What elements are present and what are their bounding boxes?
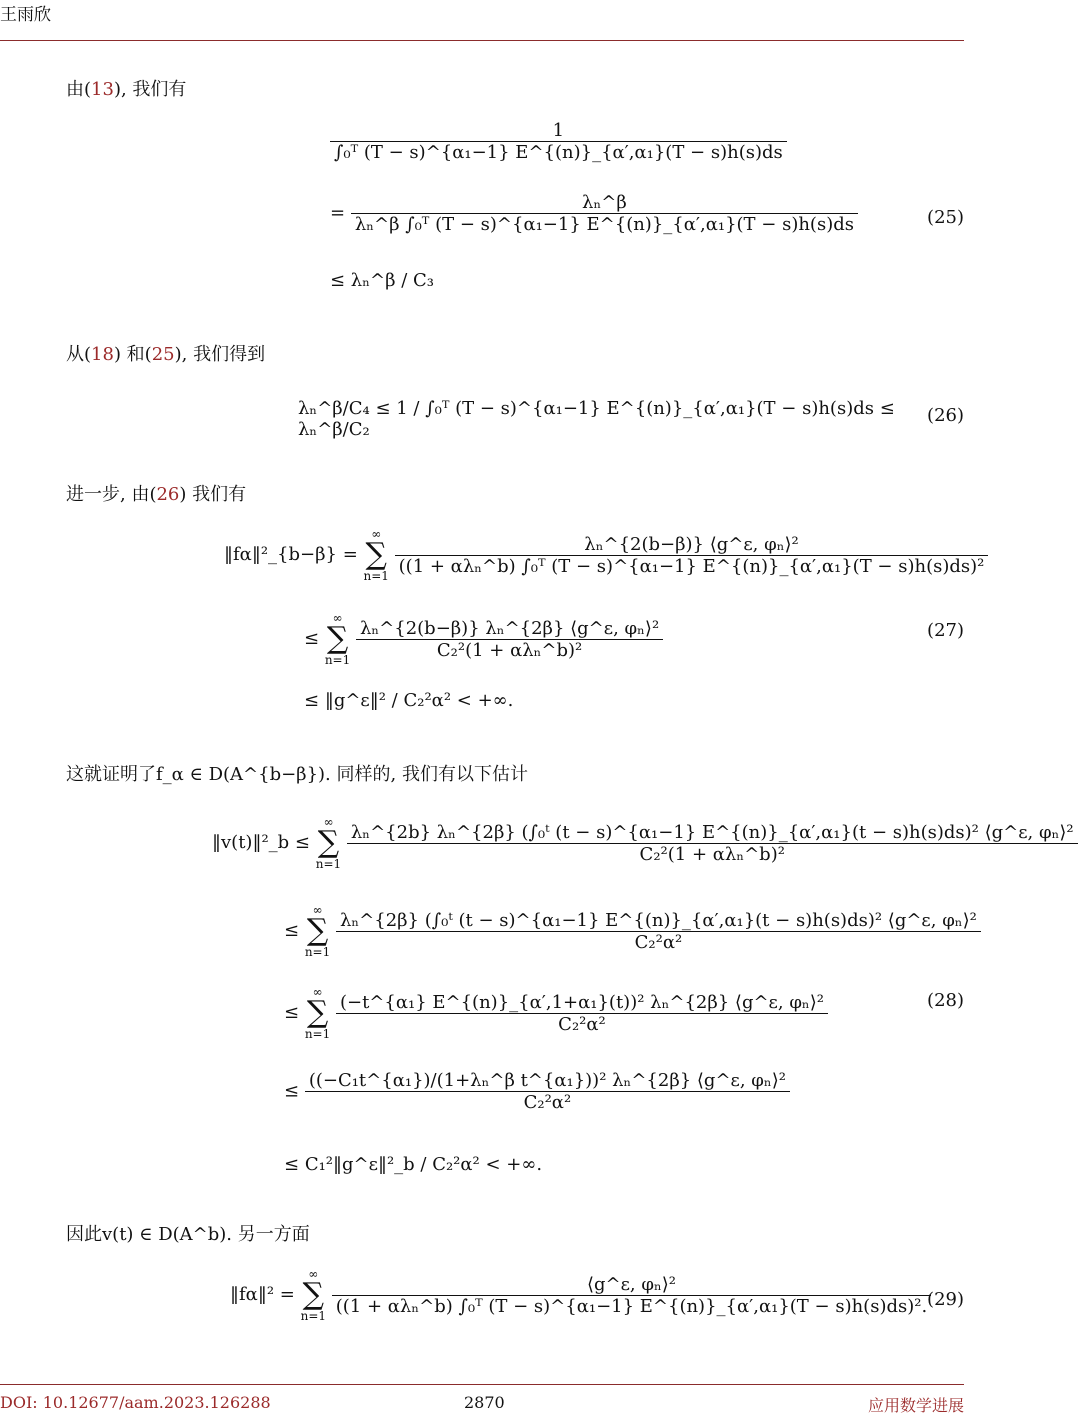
paragraph-intro-27: 进一步, 由(26) 我们有 — [66, 484, 247, 505]
paragraph-intro-28: 这就证明了f_α ∈ D(A^{b−β}). 同样的, 我们有以下估计 — [66, 764, 528, 785]
eq25-line3: ≤ λₙ^β / C₃ — [330, 270, 434, 291]
equation-26: λₙ^β/C₄ ≤ 1 / ∫₀ᵀ (T − s)^{α₁−1} E^{(n)}_{α′,α₁}(T − s)h(s)ds ≤ λₙ^β/C₂ — [298, 398, 895, 440]
eq28-line2-fraction: λₙ^{2β} (∫₀ᵗ (t − s)^{α₁−1} E^{(n)}_{α′,α₁}(t − s)h(s)ds)² ⟨g^ε, φₙ⟩² C₂²α² — [336, 910, 981, 953]
footer-journal-link[interactable]: 应用数学进展 — [867, 1396, 964, 1415]
eq27-line1-fraction: λₙ^{2(b−β)} ⟨g^ε, φₙ⟩² ((1 + αλₙ^b) ∫₀ᵀ (T − s)^{α₁−1} E^{(n)}_{α′,α₁}(T − s)h(s)ds)² — [395, 534, 989, 577]
summation-symbol: ∞ ∑ n=1 — [315, 815, 342, 871]
eq25-line2-fraction: $\frac{\text{λₙ\textasciicircum{}β}}{\text{λₙ\textasciicircum{}β ∫₀ᵀ (T − s)\textasciicircum{}\{α₁−1\} E\textasciicircum{}\{(n)\}\_\{α′,α₁\}(T − s)h(s)ds}}$ — [351, 192, 858, 235]
footer-page-number: 2870 — [464, 1393, 505, 1412]
summation-symbol: ∞ ∑ n=1 — [324, 611, 351, 667]
footer-doi-link[interactable]: DOI: 10.12677/aam.2023.126288 — [0, 1393, 271, 1412]
eq28-line3-fraction: $\frac{\text{(−t\textasciicircum{}\{α₁\} E\textasciicircum{}\{(n)\}\_\{α′,1+α₁\}(t))² λₙ\textasciicircum{}\{2β\} ⟨g\textasciicircum{}ε, φₙ⟩²}}{\text{C₂²α²}}$ — [336, 992, 828, 1035]
summation-symbol: ∞ ∑ n=1 — [304, 903, 331, 959]
paragraph-intro-25 — [66, 75, 186, 101]
summation-symbol: ∞ ∑ n=1 — [304, 985, 331, 1041]
eq28-line5: C₁²‖g^ε‖²_b / C₂²α² < +∞. — [304, 1154, 543, 1175]
eq27-line3: ‖g^ε‖² / C₂²α² < +∞. — [324, 690, 514, 711]
eq27-lhs: ‖fα‖²_{b−β} — [224, 544, 337, 565]
eq28-lhs: ‖v(t)‖²_b — [212, 832, 290, 853]
equation-number-27: (27) — [927, 620, 964, 641]
summation-symbol: ∞ ∑ n=1 — [363, 527, 389, 583]
equation-number-28: (28) — [927, 990, 964, 1011]
text: 由( — [66, 79, 92, 100]
citation-link-13[interactable]: 13 — [91, 79, 114, 100]
eq27-line2-fraction: $\frac{\text{λₙ\textasciicircum{}\{2(b−β)\} λₙ\textasciicircum{}\{2β\} ⟨g\textasciicircum{}ε, φₙ⟩²}}{\text{C₂²(1 + αλₙ\textasciicircum{}b)²}}$ — [356, 618, 663, 661]
summation-symbol: ∞ ∑ n=1 — [300, 1267, 327, 1323]
paragraph-intro-26: 从(18) 和(25), 我们得到 — [66, 344, 266, 365]
paragraph-intro-29: 因此v(t) ∈ D(A^b). 另一方面 — [66, 1224, 310, 1245]
eq29-fraction: ⟨g^ε, φₙ⟩² ((1 + αλₙ^b) ∫₀ᵀ (T − s)^{α₁−1} E^{(n)}_{α′,α₁}(T − s)h(s)ds)². — [332, 1274, 931, 1317]
text: ), 我们有 — [113, 79, 187, 100]
header-divider — [0, 40, 964, 41]
eq29-lhs: ‖fα‖² — [230, 1284, 275, 1305]
equation-number-25: (25) — [927, 207, 964, 228]
eq25-line1-fraction: $\frac{1}{\text{∫₀ᵀ (T − s)\textasciicircum{}\{α₁−1\} E\textasciicircum{}\{(n)\}\_\{α′,α₁\}(T − s)h(s)ds}}$ — [330, 120, 787, 163]
running-header-author: 王雨欣 — [0, 5, 51, 25]
footer-divider — [0, 1384, 964, 1385]
equation-number-29: (29) — [927, 1289, 964, 1310]
eq28-line1-fraction: λₙ^{2b} λₙ^{2β} (∫₀ᵗ (t − s)^{α₁−1} E^{(n)}_{α′,α₁}(t − s)h(s)ds)² ⟨g^ε, φₙ⟩² C₂²(1 + αλₙ^b)² — [347, 822, 1078, 865]
citation-link-18[interactable]: 18 — [91, 344, 114, 365]
equation-number-26: (26) — [927, 405, 964, 426]
eq28-line4-fraction: $\frac{\text{((−C₁t\textasciicircum{}\{α₁\})/(1+λₙ\textasciicircum{}β t\textasciicircum{}\{α₁\}))² λₙ\textasciicircum{}\{2β\} ⟨g\textasciicircum{}ε, φₙ⟩²}}{\text{C₂²α²}}$ — [305, 1070, 790, 1113]
citation-link-25[interactable]: 25 — [151, 344, 175, 365]
citation-link-26[interactable]: 26 — [156, 484, 180, 505]
